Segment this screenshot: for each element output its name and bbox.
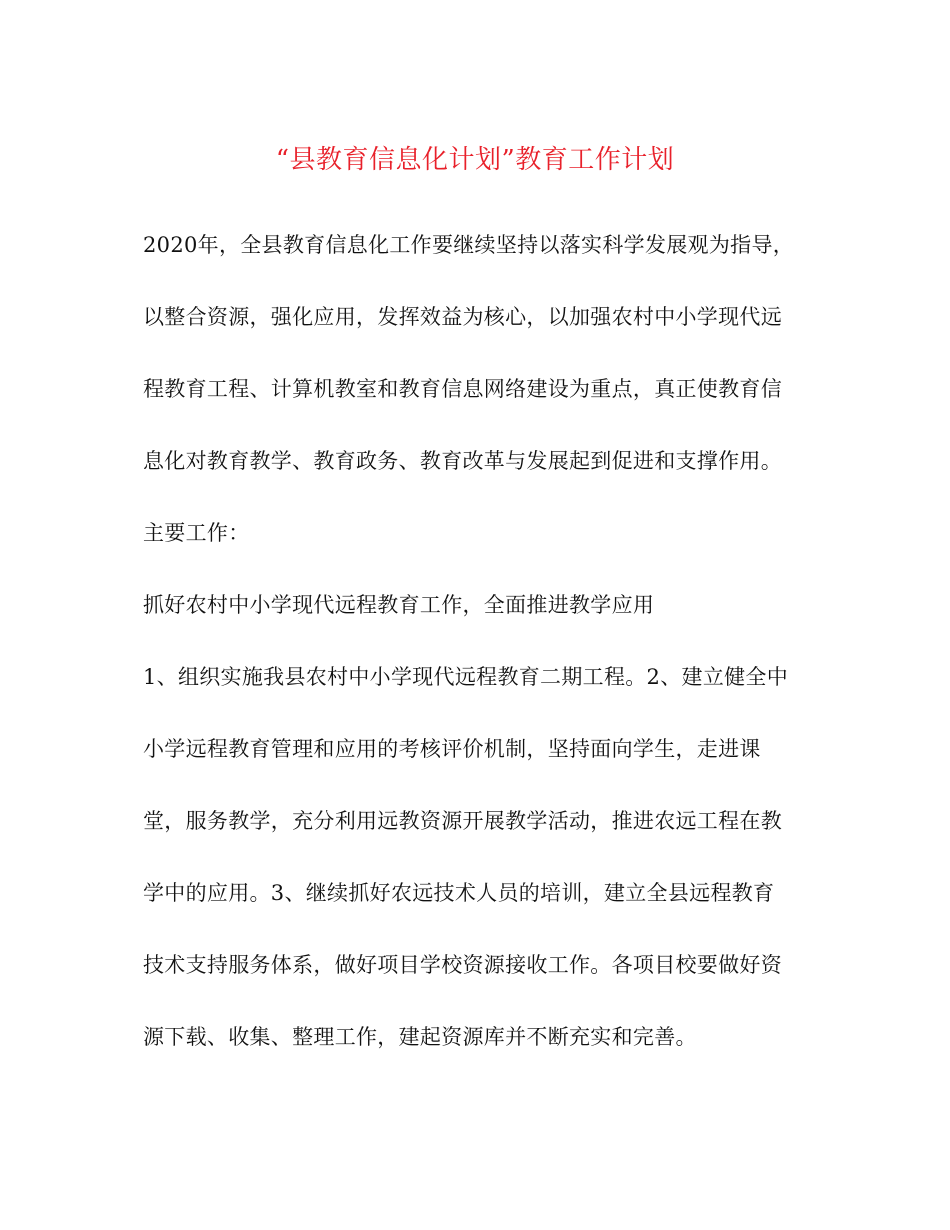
paragraph-line-4: 息化对教育教学、教育政务、教育改革与发展起到促进和支撑作用。 <box>143 449 782 473</box>
paragraph-line-12: 源下载、收集、整理工作，建起资源库并不断充实和完善。 <box>143 1025 697 1049</box>
section-heading-main-work: 主要工作： <box>143 521 250 545</box>
paragraph-line-2: 以整合资源，强化应用，发挥效益为核心，以加强农村中小学现代远 <box>143 305 782 329</box>
paragraph-line-9: 堂，服务教学，充分利用远教资源开展教学活动，推进农远工程在教 <box>143 809 782 833</box>
subheading-remote-education: 抓好农村中小学现代远程教育工作，全面推进教学应用 <box>143 593 655 617</box>
document-title: “县教育信息化计划”教育工作计划 <box>275 145 675 175</box>
paragraph-line-1: 2020年，全县教育信息化工作要继续坚持以落实科学发展观为指导， <box>143 233 795 257</box>
paragraph-line-7: 1、组织实施我县农村中小学现代远程教育二期工程。2、建立健全中 <box>143 665 789 689</box>
paragraph-line-3: 程教育工程、计算机教室和教育信息网络建设为重点，真正使教育信 <box>143 377 782 401</box>
paragraph-line-11: 技术支持服务体系，做好项目学校资源接收工作。各项目校要做好资 <box>143 953 782 977</box>
paragraph-line-10: 学中的应用。3、继续抓好农远技术人员的培训，建立全县远程教育 <box>143 881 775 905</box>
paragraph-line-8: 小学远程教育管理和应用的考核评价机制，坚持面向学生，走进课 <box>143 737 761 761</box>
